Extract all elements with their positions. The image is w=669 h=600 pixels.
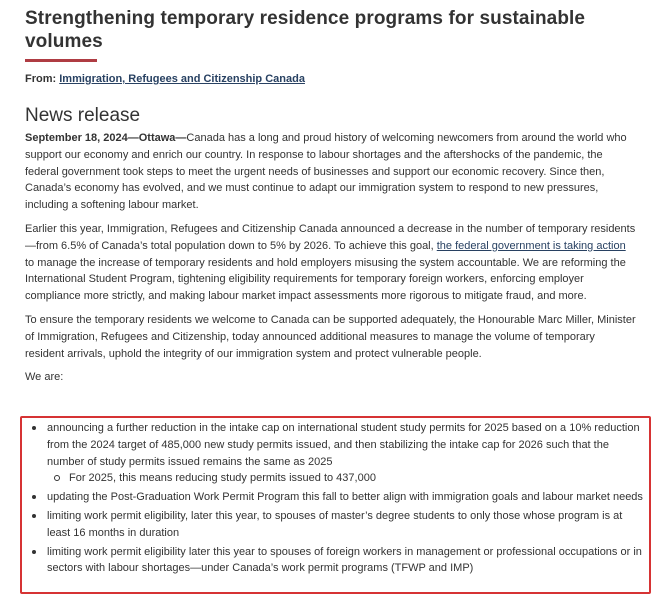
dateline: September 18, 2024—Ottawa—	[25, 132, 187, 144]
list-item	[25, 489, 645, 506]
measure-study-cap: announcing a further reduction in the intake cap on international student study permits for 2025 based on a 10% reduction from the 2024 target of 485,000 new study permits issued, and then stabilizing the intake cap for 2026 such that the number of study permits issued remains the same as 2025	[47, 422, 640, 468]
sub-list	[47, 470, 645, 487]
section-heading: News release	[25, 105, 141, 126]
page-title: Strengthening temporary residence programs for sustainable volumes	[25, 8, 586, 52]
measure-masters-spouses: limiting work permit eligibility, later this year, to spouses of master’s degree students to only those whose program is at least 16 months in duration	[47, 509, 623, 539]
department-link[interactable]: Immigration, Refugees and Citizenship Canada	[59, 73, 305, 85]
taking-action-link[interactable]: the federal government is taking action	[436, 239, 626, 252]
list-item	[47, 470, 645, 487]
reduction-text-start: Earlier this year, Immigration, Refugees and Citizenship Canada announced a decrease in the number of temporary residents—from 6.5% of Canada’s total population down to 5% by 2026. To achieve this goal,	[25, 222, 636, 252]
intro-text: Canada has a long and proud history of welcoming newcomers from around the world who support our economy and enrich our country. In response to labour shortages and the aftershocks of the pandemic, the federal government took steps to meet the urgent needs of businesses and support our economic recovery. Since then, Canada’s economy has evolved, and we must continue to adapt our immigration system to respond to new pressures, including a softening labour market.	[25, 132, 627, 212]
from-label: From:	[25, 73, 57, 85]
paragraph-intro	[25, 130, 637, 214]
title-underline	[25, 59, 97, 62]
measure-study-cap-detail: For 2025, this means reducing study permits issued to 437,000	[69, 472, 376, 485]
paragraph-minister: To ensure the temporary residents we welcome to Canada can be supported adequately, the Honourable Marc Miller, Minister of Immigration, Refugees and Citizenship, today announced additional measures to manage the volume of temporary resident arrivals, uphold the integrity of our immigration system and protect vulnerable people.	[25, 313, 636, 360]
paragraph-we-are: We are:	[25, 371, 64, 384]
list-item	[25, 508, 645, 542]
measure-pgwp: updating the Post-Graduation Work Permit Program this fall to better align with immigration goals and labour market needs	[47, 491, 643, 504]
paragraph-reduction	[25, 221, 637, 305]
measures-list	[25, 420, 645, 579]
measure-worker-spouses: limiting work permit eligibility later this year to spouses of foreign workers in management or professional occupations or in sectors with labour shortages—under Canada’s work permit programs (TFWP and IMP)	[47, 545, 642, 575]
news-release-page	[25, 0, 665, 386]
list-item	[25, 420, 645, 487]
list-item	[25, 544, 645, 578]
reduction-text-end: to manage the increase of temporary residents and hold employers misusing the system accountable. We are reforming the International Student Program, tightening eligibility requirements for temporary foreign workers, enforcing employer compliance more strictly, and making labour market impact assessments more rigorous to mitigate fraud, and more.	[25, 256, 626, 303]
from-line	[25, 72, 665, 86]
